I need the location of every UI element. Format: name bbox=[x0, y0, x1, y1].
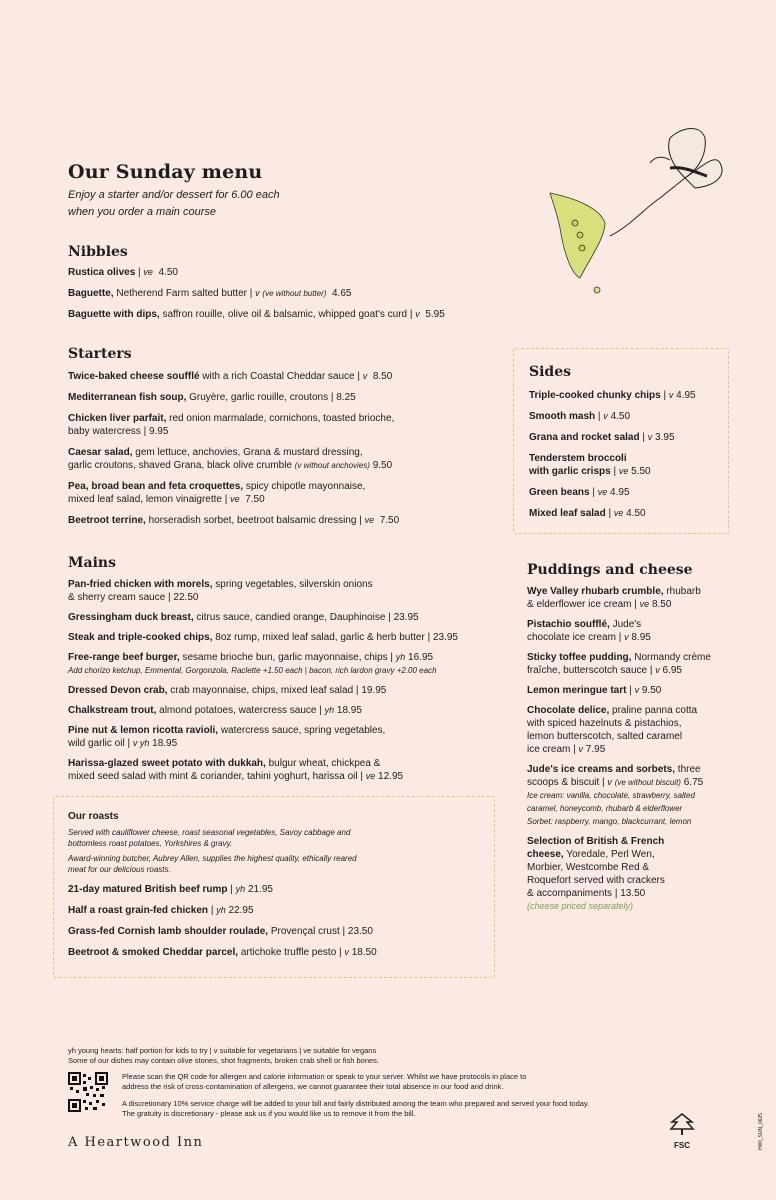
menu-item: Chicken liver parfait, red onion marmalade, cornichons, toasted brioche, baby watercress | 9.95 bbox=[68, 413, 395, 437]
menu-item: Rustica olives | ve 4.50 bbox=[68, 267, 178, 278]
print-code: HWI_SUN_0625 bbox=[758, 1113, 764, 1150]
menu-item: Chocolate delice, praline panna cotta with spiced hazelnuts & pistachios, lemon butterscotch, salted caramel ice cream | v 7.95 bbox=[527, 705, 698, 755]
menu-item: Triple-cooked chunky chips | v 4.95 bbox=[529, 390, 696, 401]
menu-item: Baguette, Netherend Farm salted butter | v (ve without butter) 4.65 bbox=[68, 288, 352, 299]
menu-item: Caesar salad, gem lettuce, anchovies, Grana & mustard dressing, garlic croutons, shaved Grana, black olive crumble (v without anchovies) 9.50 bbox=[68, 447, 393, 471]
menu-item: Mixed leaf salad | ve 4.50 bbox=[529, 508, 646, 519]
roasts-list bbox=[68, 883, 494, 959]
menu-item: Gressingham duck breast, citrus sauce, candied orange, Dauphinoise | 23.95 bbox=[68, 612, 419, 623]
menu-item: Pan-fried chicken with morels, spring vegetables, silverskin onions & sherry cream sauce | 22.50 bbox=[68, 579, 373, 603]
section-heading-nibbles: Nibbles bbox=[68, 244, 128, 260]
page-title: Our Sunday menu bbox=[68, 161, 263, 183]
menu-item: Mediterranean fish soup, Gruyère, garlic rouille, croutons | 8.25 bbox=[68, 392, 356, 403]
menu-item: Beetroot terrine, horseradish sorbet, beetroot balsamic dressing | ve 7.50 bbox=[68, 515, 400, 526]
qr-code-icon[interactable] bbox=[68, 1072, 108, 1112]
nibbles-list bbox=[68, 266, 508, 321]
tree-icon bbox=[668, 1112, 696, 1136]
section-heading-starters: Starters bbox=[68, 346, 132, 362]
brand-logo: A Heartwood Inn bbox=[68, 1135, 204, 1150]
sides-list bbox=[529, 389, 728, 520]
menu-item: Pine nut & lemon ricotta ravioli, watercress sauce, spring vegetables, wild garlic oil | v yh 18.95 bbox=[68, 725, 386, 749]
menu-item: Grana and rocket salad | v 3.95 bbox=[529, 432, 675, 443]
menu-item: Wye Valley rhubarb crumble, rhubarb & elderflower ice cream | ve 8.50 bbox=[527, 586, 701, 610]
roasts-notes: Served with cauliflower cheese, roast seasonal vegetables, Savoy cabbage and bottomless roast potatoes, Yorkshires & gravy. Award-winning butcher, Aubrey Allen, supplies the highest quality, ethically reared meat for our delicious roasts. bbox=[68, 828, 357, 874]
menu-item: Harissa-glazed sweet potato with dukkah, bulgur wheat, chickpea & mixed seed salad with mint & coriander, tahini yoghurt, harissa oil | ve 12.95 bbox=[68, 758, 404, 782]
starters-list bbox=[68, 370, 508, 527]
allergen-info: Please scan the QR code for allergen and calorie information or speak to your server. Whilst we have protocols in place to address the risk of cross-contamination of allergens, we cannot guarantee their total absence in our food and drink. bbox=[122, 1072, 527, 1091]
menu-item: Free-range beef burger, sesame brioche bun, garlic mayonnaise, chips | yh 16.95 Add chorizo ketchup, Emmental, Gorgonzola, Raclette +1.50 each | bacon, rich lardon gravy +2.00 each bbox=[68, 652, 437, 675]
section-heading-roasts: Our roasts bbox=[68, 811, 119, 822]
menu-item: Grass-fed Cornish lamb shoulder roulade, Provençal crust | 23.50 bbox=[68, 926, 373, 937]
menu-item: Chalkstream trout, almond potatoes, watercress sauce | yh 18.95 bbox=[68, 705, 362, 716]
menu-item: Dressed Devon crab, crab mayonnaise, chips, mixed leaf salad | 19.95 bbox=[68, 685, 387, 696]
section-heading-mains: Mains bbox=[68, 555, 116, 571]
menu-item: Twice-baked cheese soufflé with a rich Coastal Cheddar sauce | v 8.50 bbox=[68, 371, 393, 382]
menu-item: Sticky toffee pudding, Normandy crème fraîche, butterscotch sauce | v 6.95 bbox=[527, 652, 711, 676]
butterfly-illustration bbox=[535, 108, 735, 298]
fsc-logo: FSC bbox=[666, 1112, 698, 1150]
sides-box bbox=[513, 348, 729, 534]
menu-item: 21-day matured British beef rump | yh 21.95 bbox=[68, 884, 273, 895]
menu-item: Pea, broad bean and feta croquettes, spicy chipotle mayonnaise, mixed leaf salad, lemon vinaigrette | ve 7.50 bbox=[68, 481, 366, 505]
menu-item: Selection of British & French cheese, Yoredale, Perl Wen, Morbier, Westcombe Red & Roquefort served with crackers & accompaniments | 13.50 (cheese priced separately) bbox=[527, 836, 665, 911]
section-heading-sides: Sides bbox=[529, 364, 572, 380]
menu-item: Pistachio soufflé, Jude's chocolate ice cream | v 8.95 bbox=[527, 619, 651, 643]
menu-item: Green beans | ve 4.95 bbox=[529, 487, 630, 498]
menu-item: Smooth mash | v 4.50 bbox=[529, 411, 631, 422]
menu-item: Baguette with dips, saffron rouille, olive oil & balsamic, whipped goat's curd | v 5.95 bbox=[68, 309, 445, 320]
menu-item: Beetroot & smoked Cheddar parcel, artichoke truffle pesto | v 18.50 bbox=[68, 947, 377, 958]
footer-legend: yh young hearts: half portion for kids to try | v suitable for vegetarians | ve suitable for vegans Some of our dishes may contain olive stones, shot fragments, broken crab shell or fish bones. bbox=[68, 1046, 379, 1065]
puddings-list bbox=[527, 585, 742, 913]
menu-item: Steak and triple-cooked chips, 8oz rump, mixed leaf salad, garlic & herb butter | 23.95 bbox=[68, 632, 458, 643]
section-heading-puddings: Puddings and cheese bbox=[527, 562, 693, 578]
mains-list bbox=[68, 578, 508, 783]
menu-item: Jude's ice creams and sorbets, three scoops & biscuit | v (ve without biscuit) 6.75 Ice cream: vanilla, chocolate, strawberry, salted caramel, honeycomb, rhubarb & elderflower Sorbet: raspberry, mango, blackcurrant, lemon bbox=[527, 764, 704, 826]
menu-item: Tenderstem broccoli with garlic crisps | ve 5.50 bbox=[529, 453, 651, 477]
roasts-box bbox=[53, 796, 495, 978]
service-charge-info: A discretionary 10% service charge will be added to your bill and fairly distributed among the team who prepared and served your food today. The gratuity is discretionary - please ask us if you would like us to remove it from the bill. bbox=[122, 1099, 590, 1118]
intro: Enjoy a starter and/or dessert for 6.00 each when you order a main course bbox=[68, 189, 280, 218]
menu-item: Half a roast grain-fed chicken | yh 22.95 bbox=[68, 905, 254, 916]
menu-item: Lemon meringue tart | v 9.50 bbox=[527, 685, 662, 696]
